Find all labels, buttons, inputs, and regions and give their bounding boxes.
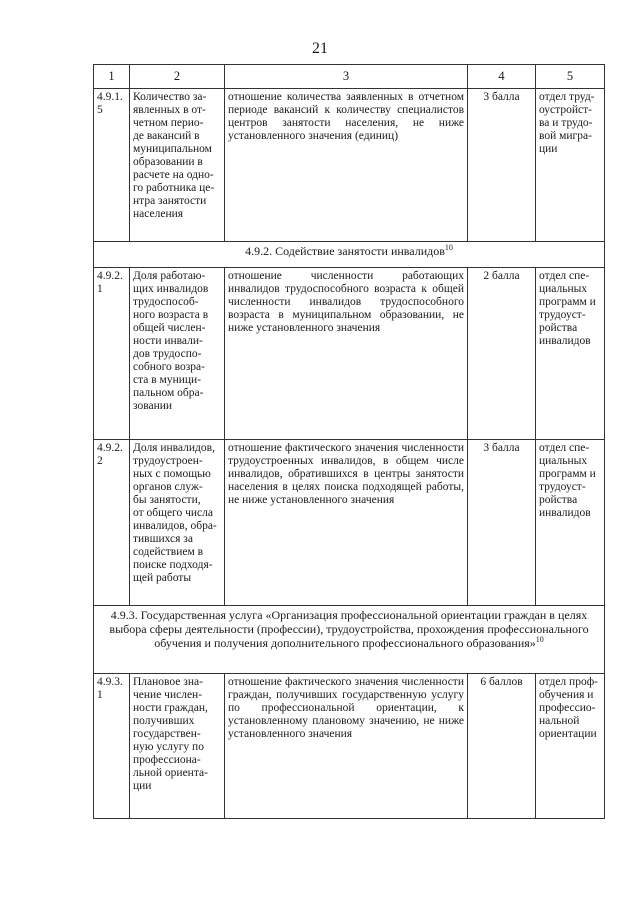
indicator-name-line: расчете на одно- [133,169,214,181]
page-number: 21 [312,40,328,57]
indicator-name-line: четном перио- [133,117,204,129]
responsible-department [536,89,605,242]
calculation-method: отношение численности работающих инвалидов трудоспособного возраста к общей численности инвалидов трудоспособного возраста в муниципальном образовании, не ниже установленного значения [225,268,468,440]
indicator-name-line: щих инвалидов [133,283,209,295]
department-line: отдел спе- [539,270,590,282]
header-cell-5: 5 [536,65,605,89]
table-row [94,268,605,440]
section-row [94,606,605,674]
department-line: циальных [539,455,588,467]
department-line: трудоуст- [539,309,586,321]
section-title-text: 4.9.3. Государственная услуга «Организация профессиональной ориентации граждан в целях выбора сферы деятельности (профессии), трудоустройства, прохождения профессионального обучения и получения дополнительного профессионального образования» [109,608,589,650]
indicator-name-line: щей работы [133,572,192,584]
item-number: 4.9.2. 1 [94,268,130,440]
indicator-name-line: профессиона- [133,754,201,766]
score: 6 баллов [468,674,536,819]
department-line: программ и [539,296,596,308]
department-line: инвалидов [539,507,591,519]
indicator-name-line: явленных в от- [133,104,206,116]
department-line: программ и [539,468,596,480]
criteria-table [93,64,605,819]
department-line: инвалидов [539,335,591,347]
indicator-name-line: получивших [133,715,195,727]
indicator-name [130,268,225,440]
indicator-name-line: Плановое зна- [133,676,203,688]
indicator-name-line: го работника це- [133,182,215,194]
indicator-name-line: Доля инвалидов, [133,442,215,454]
indicator-name-line: ции [133,780,152,792]
table-header-row [94,65,605,89]
header-cell-1: 1 [94,65,130,89]
section-row [94,242,605,268]
indicator-name-line: де вакансий в [133,130,200,142]
indicator-name-line: содействием в [133,546,204,558]
score: 3 балла [468,89,536,242]
indicator-name-line: Количество за- [133,91,207,103]
indicator-name-line: трудоустроен- [133,455,203,467]
indicator-name-line: ного возраста в [133,309,209,321]
indicator-name-line: государствен- [133,728,201,740]
indicator-name-line: трудоспособ- [133,296,199,308]
calculation-method: отношение количества заявленных в отчетном периоде вакансий к количеству специалистов центров занятости населения, не ниже установленного значения (единиц) [225,89,468,242]
calculation-method: отношение фактического значения численности трудоустроенных инвалидов, в общем числе инвалидов, обратившихся в центры занятости населения в целях поиска подходящей работы, не ниже установленного значения [225,440,468,606]
score: 3 балла [468,440,536,606]
calculation-method: отношение фактического значения численности граждан, получивших государственную услугу по профессиональной ориентации, к установленному плановому значению, не ниже установленного значения [225,674,468,819]
department-line: отдел проф- [539,676,598,688]
score: 2 балла [468,268,536,440]
indicator-name-line: населения [133,208,184,220]
table-row [94,674,605,819]
indicator-name-line: инвалидов, обра- [133,520,217,532]
indicator-name [130,89,225,242]
indicator-name [130,440,225,606]
indicator-name-line: пальном обра- [133,387,204,399]
section-title [94,606,605,674]
department-line: оустройст- [539,104,592,116]
table-row [94,89,605,242]
department-line: ва и трудо- [539,117,593,129]
indicator-name-line: ности граждан, [133,702,208,714]
indicator-name-line: поиске подходя- [133,559,213,571]
indicator-name-line: от общего числа [133,507,214,519]
item-number: 4.9.2. 2 [94,440,130,606]
department-line: ции [539,143,558,155]
indicator-name-line: тившихся за [133,533,193,545]
table-row [94,440,605,606]
indicator-name-line: чение числен- [133,689,203,701]
department-line: нальной [539,715,580,727]
responsible-department [536,440,605,606]
indicator-name-line: образовании в [133,156,203,168]
indicator-name-line: ных с помощью [133,468,211,480]
indicator-name-line: органов служ- [133,481,203,493]
indicator-name-line: ности инвали- [133,335,203,347]
item-number: 4.9.3. 1 [94,674,130,819]
responsible-department [536,674,605,819]
indicator-name-line: собного возра- [133,361,205,373]
section-title-text: 4.9.2. Содействие занятости инвалидов [245,244,445,258]
section-title [94,242,605,268]
item-number: 4.9.1. 5 [94,89,130,242]
indicator-name-line: Доля работаю- [133,270,206,282]
department-line: ориентации [539,728,597,740]
indicator-name-line: зовании [133,400,173,412]
department-line: отдел спе- [539,442,590,454]
department-line: трудоуст- [539,481,586,493]
indicator-name-line: муниципальном [133,143,212,155]
indicator-name-line: нтра занятости [133,195,207,207]
footnote-ref: 10 [444,243,453,252]
department-line: вой мигра- [539,130,592,142]
indicator-name-line: общей числен- [133,322,206,334]
header-cell-3: 3 [225,65,468,89]
department-line: профессио- [539,702,596,714]
indicator-name-line: бы занятости, [133,494,201,506]
department-line: обучения и [539,689,594,701]
indicator-name [130,674,225,819]
indicator-name-line: ста в муници- [133,374,202,386]
department-line: ройства [539,494,578,506]
department-line: отдел труд- [539,91,595,103]
department-line: ройства [539,322,578,334]
footnote-ref: 10 [535,635,544,644]
header-cell-4: 4 [468,65,536,89]
indicator-name-line: ную услугу по [133,741,204,753]
indicator-name-line: дов трудоспо- [133,348,202,360]
responsible-department [536,268,605,440]
department-line: циальных [539,283,588,295]
header-cell-2: 2 [130,65,225,89]
indicator-name-line: льной ориента- [133,767,208,779]
